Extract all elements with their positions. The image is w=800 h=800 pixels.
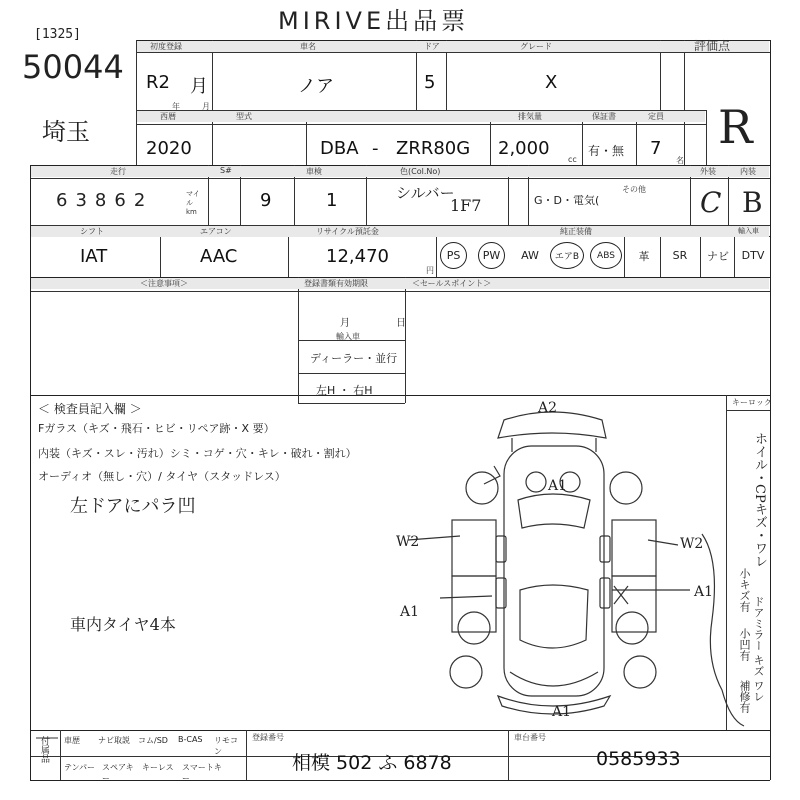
- accessory-spare-key: スペアキー: [102, 763, 134, 783]
- equipment-ps: PS: [440, 242, 467, 269]
- diagram-label-a1-top: A1: [548, 478, 568, 494]
- equipment-pw: PW: [478, 242, 505, 269]
- warranty-label: 保証書: [592, 112, 616, 121]
- steering: 左H ・ 右H: [316, 384, 373, 397]
- equipment-airbag: エアB: [550, 242, 584, 269]
- color-name: シルバー: [396, 184, 455, 202]
- year-unit: 年: [172, 102, 180, 111]
- accessory-remote: リモコン: [214, 736, 238, 756]
- chassis-number: 0585933: [596, 748, 681, 770]
- mileage-digit: 3: [75, 190, 87, 211]
- exterior-label: 外装: [700, 167, 716, 176]
- accessory-smart-key: スマートキー: [182, 763, 222, 783]
- lot-tag: [1325]: [34, 27, 81, 42]
- mileage-digit: 8: [94, 190, 107, 211]
- equipment-leather: 革: [638, 249, 650, 263]
- reg-year: R2: [146, 72, 170, 93]
- mileage-digit: 2: [133, 190, 146, 211]
- model-code: ZRR80G: [396, 138, 471, 159]
- color-code: 1F7: [450, 196, 482, 215]
- lot-number: 50044: [22, 48, 124, 86]
- equipment-aw: AW: [521, 249, 539, 262]
- inspector-label: ＜ 検査員記入欄 ＞: [38, 402, 142, 416]
- accessory-temper: テンパー: [64, 763, 96, 772]
- score: R: [718, 100, 753, 154]
- fuel-options: G・D・電気(: [534, 194, 600, 207]
- shift-count-label: S#: [220, 166, 232, 175]
- month-unit: 月: [202, 102, 210, 111]
- displacement: 2,000: [498, 138, 550, 159]
- import-label: 輸入車: [738, 227, 759, 235]
- handwritten-note-2: 車内タイヤ4本: [70, 615, 176, 634]
- diagram-label-a1-right: A1: [694, 584, 714, 600]
- mileage-unit: マイル km: [186, 190, 200, 216]
- key-label: キーロック: [732, 398, 772, 407]
- displacement-label: 排気量: [518, 112, 542, 121]
- diagram-label-a1-left: A1: [400, 604, 420, 620]
- cc-unit: cc: [568, 155, 577, 164]
- accessory-navi-manual: ナビ取説: [98, 736, 130, 745]
- doors-label: ドア: [424, 42, 440, 51]
- side-note-repair: 補修有: [738, 680, 751, 713]
- reg-month: 月: [190, 76, 208, 97]
- side-note-small-scratch: 小キズ有: [738, 568, 751, 612]
- model-dash: -: [372, 138, 379, 159]
- yen-unit: 円: [426, 266, 434, 275]
- mileage-label: 走行: [110, 167, 126, 176]
- equipment-label: 純正装備: [560, 227, 592, 236]
- western-label: 西暦: [160, 112, 176, 121]
- equipment-dtv: DTV: [741, 249, 765, 262]
- capacity-label: 定員: [648, 112, 664, 121]
- diagram-label-w2-right: W2: [680, 536, 704, 552]
- equipment-abs: ABS: [590, 242, 622, 269]
- region: 埼玉: [42, 118, 90, 146]
- model-prefix: DBA: [320, 138, 359, 159]
- equipment-navi: ナビ: [707, 249, 729, 263]
- accessories-row-1: [64, 735, 244, 757]
- accessories-row-2: [64, 762, 222, 784]
- shift: IAT: [80, 246, 108, 267]
- form-title: MIRIVE出品票: [278, 7, 470, 35]
- diagram-label-a1-bottom: A1: [552, 704, 572, 720]
- diagram-label-a2: A2: [538, 400, 558, 416]
- grade: X: [545, 72, 558, 93]
- accessory-bcas: B-CAS: [178, 735, 203, 744]
- side-note-mirror: ドアミラー キズ ワレ: [752, 596, 765, 702]
- aircon-label: エアコン: [200, 227, 232, 236]
- car-name: ノア: [298, 76, 334, 97]
- handwritten-note-1: 左ドアにパラ凹: [70, 496, 196, 517]
- recycle-label: リサイクル預託金: [316, 227, 379, 236]
- shift-label: シフト: [80, 227, 104, 236]
- reg-day-mark: 日: [396, 318, 406, 329]
- equipment-sr: SR: [672, 249, 688, 262]
- interior-label: 内装: [740, 167, 756, 176]
- aircon: AAC: [200, 246, 238, 267]
- accessory-com-sd: コム/SD: [138, 736, 168, 745]
- import-sub-label: 輸入車: [336, 332, 360, 341]
- notes-label: ＜注意事項＞: [140, 279, 188, 288]
- plate-number: 相模 502 ふ 6878: [292, 752, 452, 774]
- car-name-label: 車名: [300, 42, 316, 51]
- plate-label: 登録番号: [252, 733, 284, 742]
- warranty: 有・無: [588, 144, 625, 158]
- capacity-unit: 名: [676, 156, 684, 165]
- accessories-side-label: 付属品: [39, 736, 49, 763]
- accessory-history: 車歴: [64, 736, 80, 745]
- exterior-grade: C: [700, 186, 722, 219]
- audio-line: オーディオ（無し・穴）/ タイヤ（スタッドレス）: [38, 470, 286, 483]
- interior-line: 内装（キズ・スレ・汚れ）シミ・コゲ・穴・キレ・破れ・割れ）: [38, 447, 357, 460]
- reg-month-mark: 月: [340, 318, 350, 329]
- accessory-keyless: キーレス: [142, 763, 174, 772]
- color-label: 色(Col.No): [400, 167, 441, 176]
- side-note-wheel: ホイル・CPキズ・ワレ: [752, 432, 767, 568]
- mileage-digit: 6: [56, 190, 68, 211]
- score-label: 評価点: [694, 39, 731, 53]
- fuel-other: その他: [622, 185, 646, 194]
- sales-points-label: ＜セールスポイント＞: [412, 279, 492, 288]
- dealer-note: ディーラー・並行: [310, 352, 398, 365]
- glass-line: Fガラス（キズ・飛石・ヒビ・リペア跡・X 要）: [38, 422, 275, 435]
- inspect-year: 9: [260, 190, 272, 211]
- interior-grade: B: [742, 186, 763, 219]
- doors: 5: [424, 72, 436, 93]
- chassis-label: 車台番号: [514, 733, 546, 742]
- grade-label: グレード: [520, 42, 552, 51]
- recycle-fee: 12,470: [326, 246, 389, 267]
- mileage-digit: 6: [114, 190, 126, 211]
- western-year: 2020: [146, 138, 192, 159]
- model-label: 型式: [236, 112, 252, 121]
- first-reg-label: 初度登録: [150, 42, 182, 51]
- diagram-label-w2-left: W2: [396, 534, 420, 550]
- capacity: 7: [650, 138, 662, 159]
- inspection-label: 車検: [306, 167, 322, 176]
- inspect-month: 1: [326, 190, 338, 211]
- reg-expiry-label: 登録書類有効期限: [304, 279, 368, 288]
- side-note-small-dent: 小凹有: [738, 628, 751, 661]
